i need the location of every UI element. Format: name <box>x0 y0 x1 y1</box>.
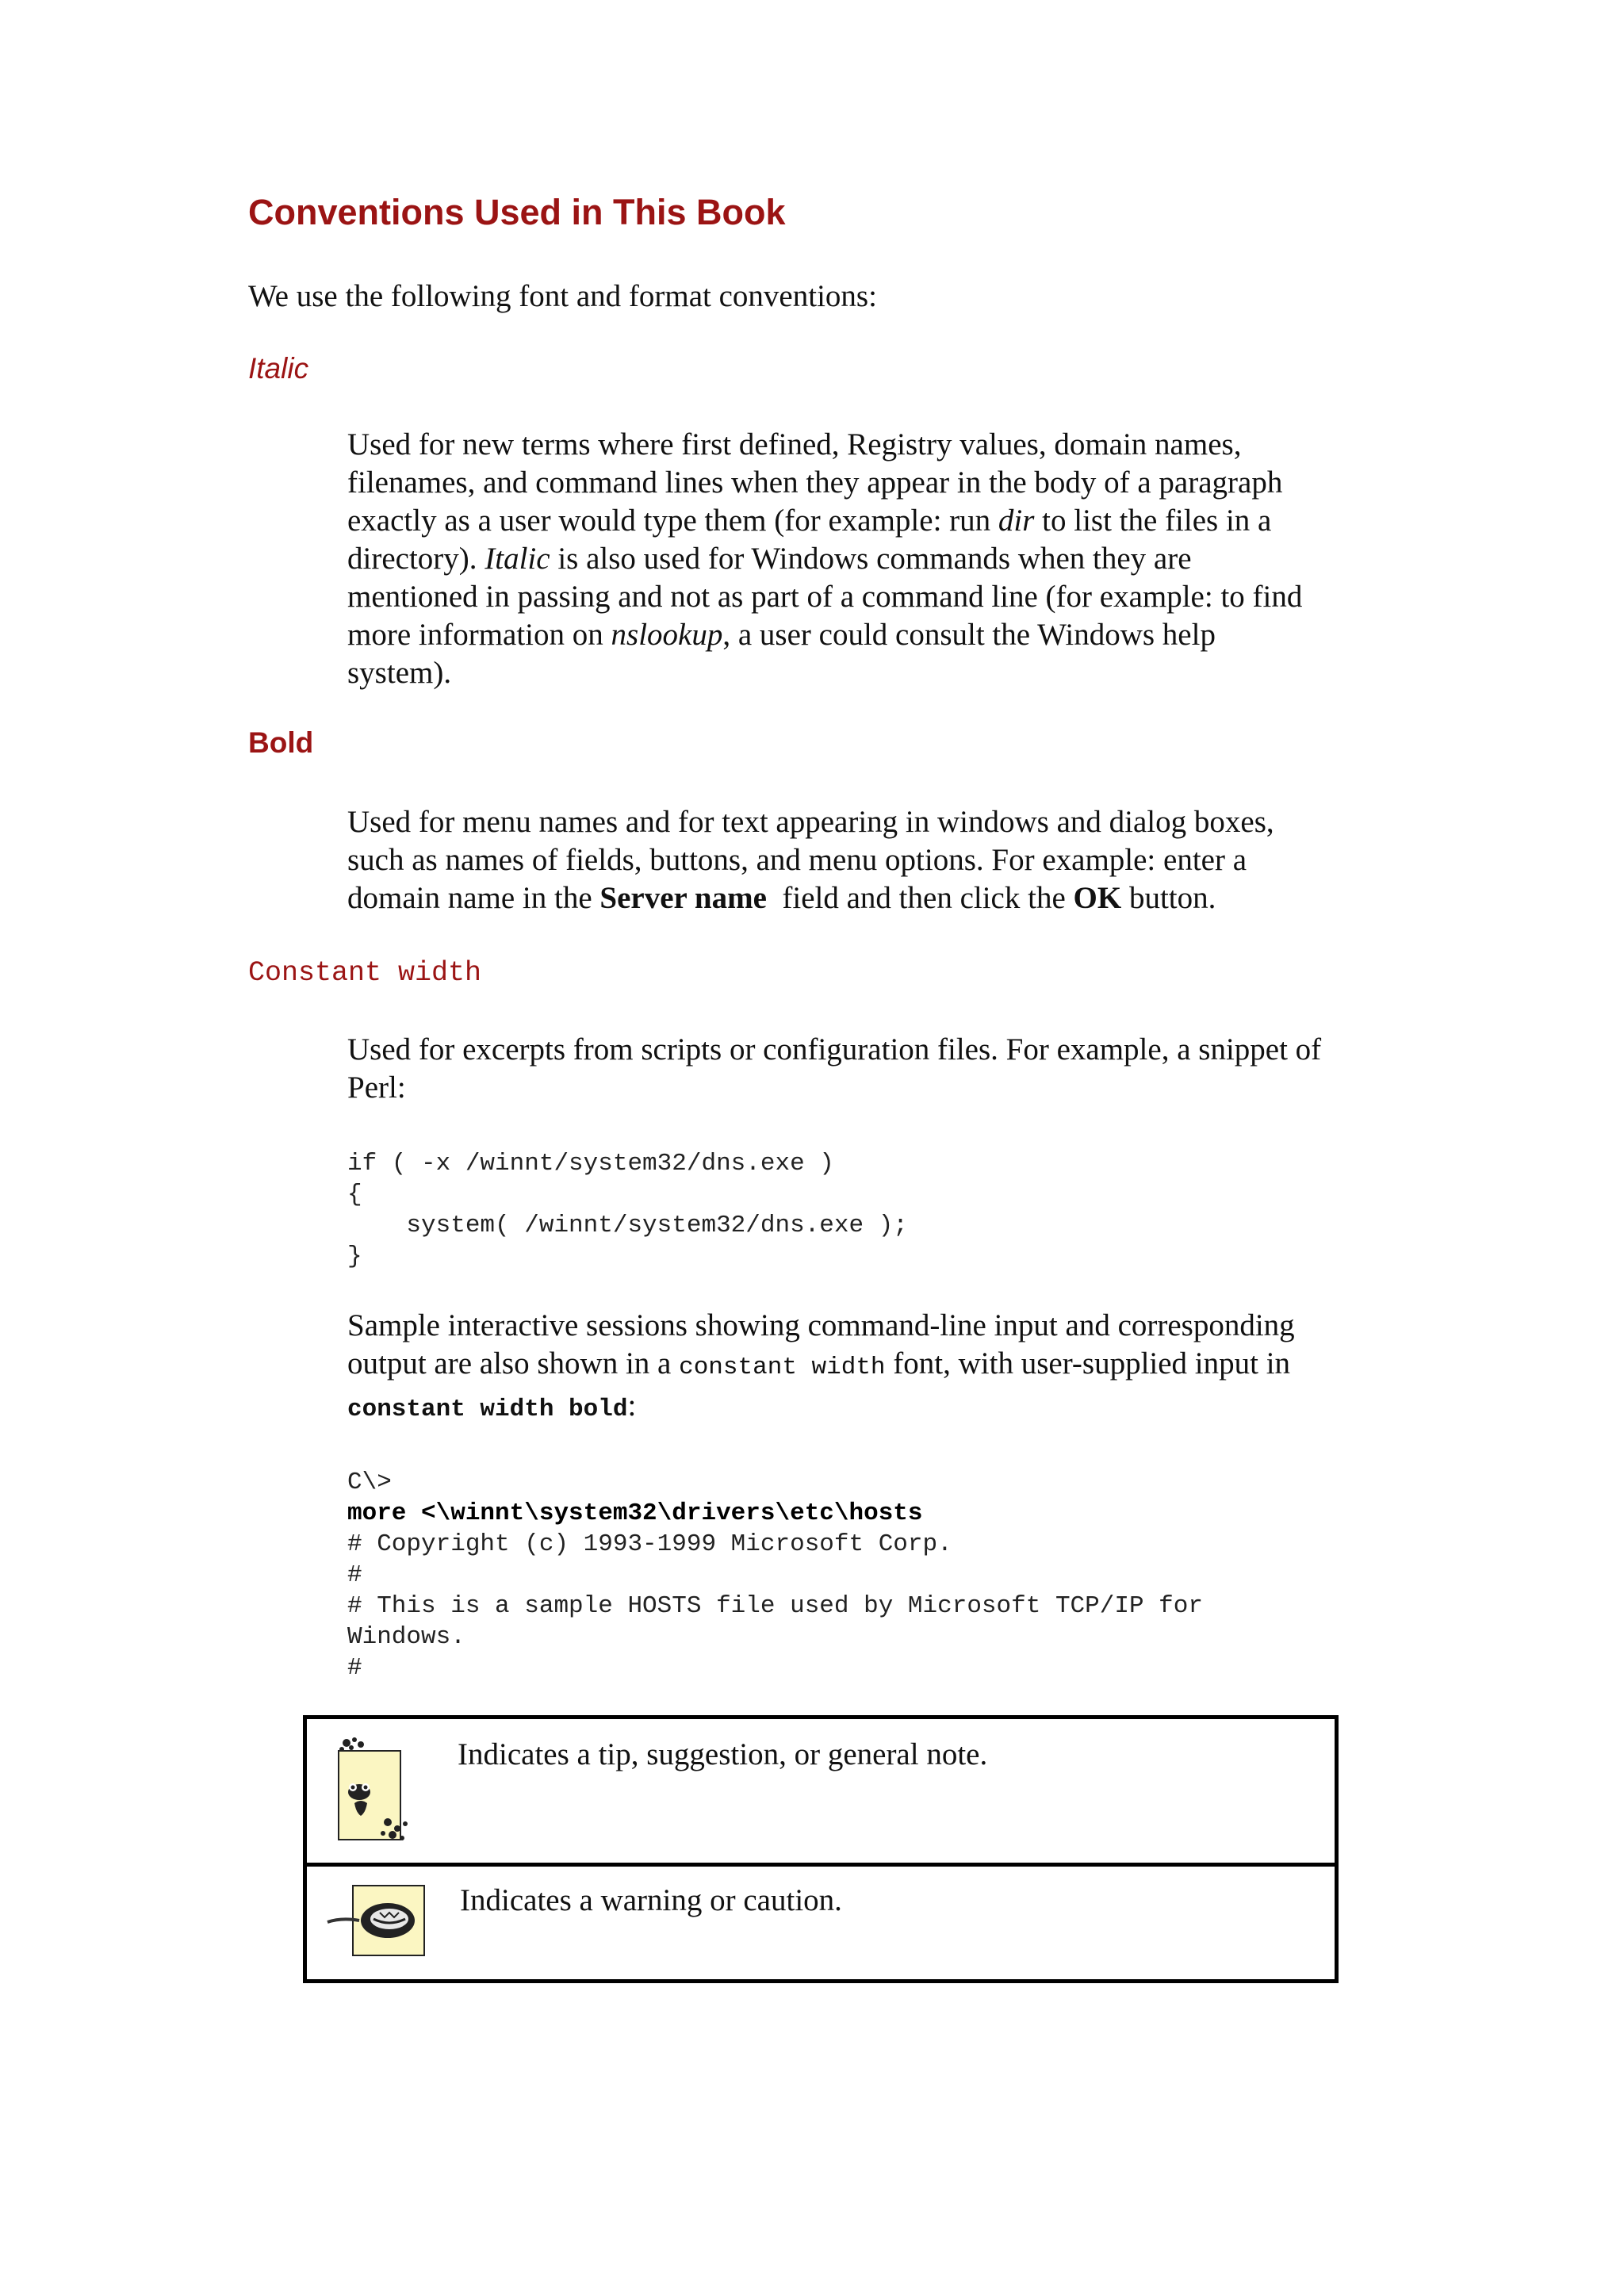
text-line: mentioned in passing and not as part of a command line (for example: to find <box>347 580 1303 614</box>
text-line: Sample interactive sessions showing command-line input and corresponding <box>347 1308 1295 1342</box>
code-line: Windows. <box>347 1623 465 1651</box>
text-line: Used for menu names and for text appearing in windows and dialog boxes, <box>347 805 1274 839</box>
italic-term-nslookup: nslookup <box>611 618 723 652</box>
notes-table <box>303 1715 1339 1983</box>
tip-note-text: Indicates a tip, suggestion, or general note. <box>458 1737 988 1771</box>
text-line: Perl: <box>347 1070 406 1105</box>
warning-note-row <box>307 1867 1335 1979</box>
text-line: directory). Italic is also used for Windows commands when they are <box>347 542 1192 576</box>
italic-description <box>347 426 1331 692</box>
italic-term-italic: Italic <box>485 542 550 576</box>
bold-term-ok: OK <box>1073 881 1122 915</box>
code-line: system( /winnt/system32/dns.exe ); <box>347 1212 908 1239</box>
code-line: # <box>347 1654 362 1682</box>
code-line: } <box>347 1243 362 1270</box>
warning-note-text: Indicates a warning or caution. <box>460 1883 842 1917</box>
code-line: # Copyright (c) 1993-1999 Microsoft Corp. <box>347 1530 952 1558</box>
text-line: such as names of fields, buttons, and menu options. For example: enter a <box>347 843 1247 877</box>
text-line: output are also shown in a constant width font, with user-supplied input in <box>347 1346 1291 1381</box>
text-line: more information on nslookup, a user could consult the Windows help <box>347 618 1216 652</box>
tip-note-row <box>307 1719 1335 1867</box>
perl-code-block <box>347 1148 908 1272</box>
italic-term-dir: dir <box>998 504 1035 538</box>
owl-tip-icon <box>326 1735 429 1851</box>
code-line: # <box>347 1561 362 1589</box>
text-line: system). <box>347 656 452 690</box>
term-italic-heading: Italic <box>248 352 309 385</box>
session-code-block <box>347 1467 1203 1683</box>
text-line: Used for excerpts from scripts or configuration files. For example, a snippet of <box>347 1032 1322 1067</box>
turkey-warning-icon <box>324 1881 429 1960</box>
bold-description <box>347 803 1331 917</box>
term-bold-heading: Bold <box>248 726 314 759</box>
term-constant-width-heading: Constant width <box>248 957 482 989</box>
text-line: filenames, and command lines when they appear in the body of a paragraph <box>347 465 1283 500</box>
code-line: if ( -x /winnt/system32/dns.exe ) <box>347 1150 834 1178</box>
text-line: domain name in the Server name field and then click the OK button. <box>347 881 1216 915</box>
text-line: constant width bold: <box>347 1388 637 1423</box>
text-line: exactly as a user would type them (for example: run dir to list the files in a <box>347 504 1272 538</box>
intro-paragraph: We use the following font and format conventions: <box>248 279 877 313</box>
inline-constant-width: constant width <box>679 1354 886 1381</box>
inline-constant-width-bold: constant width bold <box>347 1396 628 1423</box>
constant-width-description <box>347 1031 1331 1107</box>
session-description <box>347 1307 1331 1429</box>
code-line-user-input: more <\winnt\system32\drivers\etc\hosts <box>347 1499 923 1527</box>
code-line: C\> <box>347 1469 392 1496</box>
code-line: { <box>347 1181 362 1208</box>
text-line: Used for new terms where first defined, Registry values, domain names, <box>347 427 1242 461</box>
page-title: Conventions Used in This Book <box>248 192 786 232</box>
bold-term-server-name: Server name <box>599 881 767 915</box>
code-line: # This is a sample HOSTS file used by Microsoft TCP/IP for <box>347 1592 1203 1620</box>
